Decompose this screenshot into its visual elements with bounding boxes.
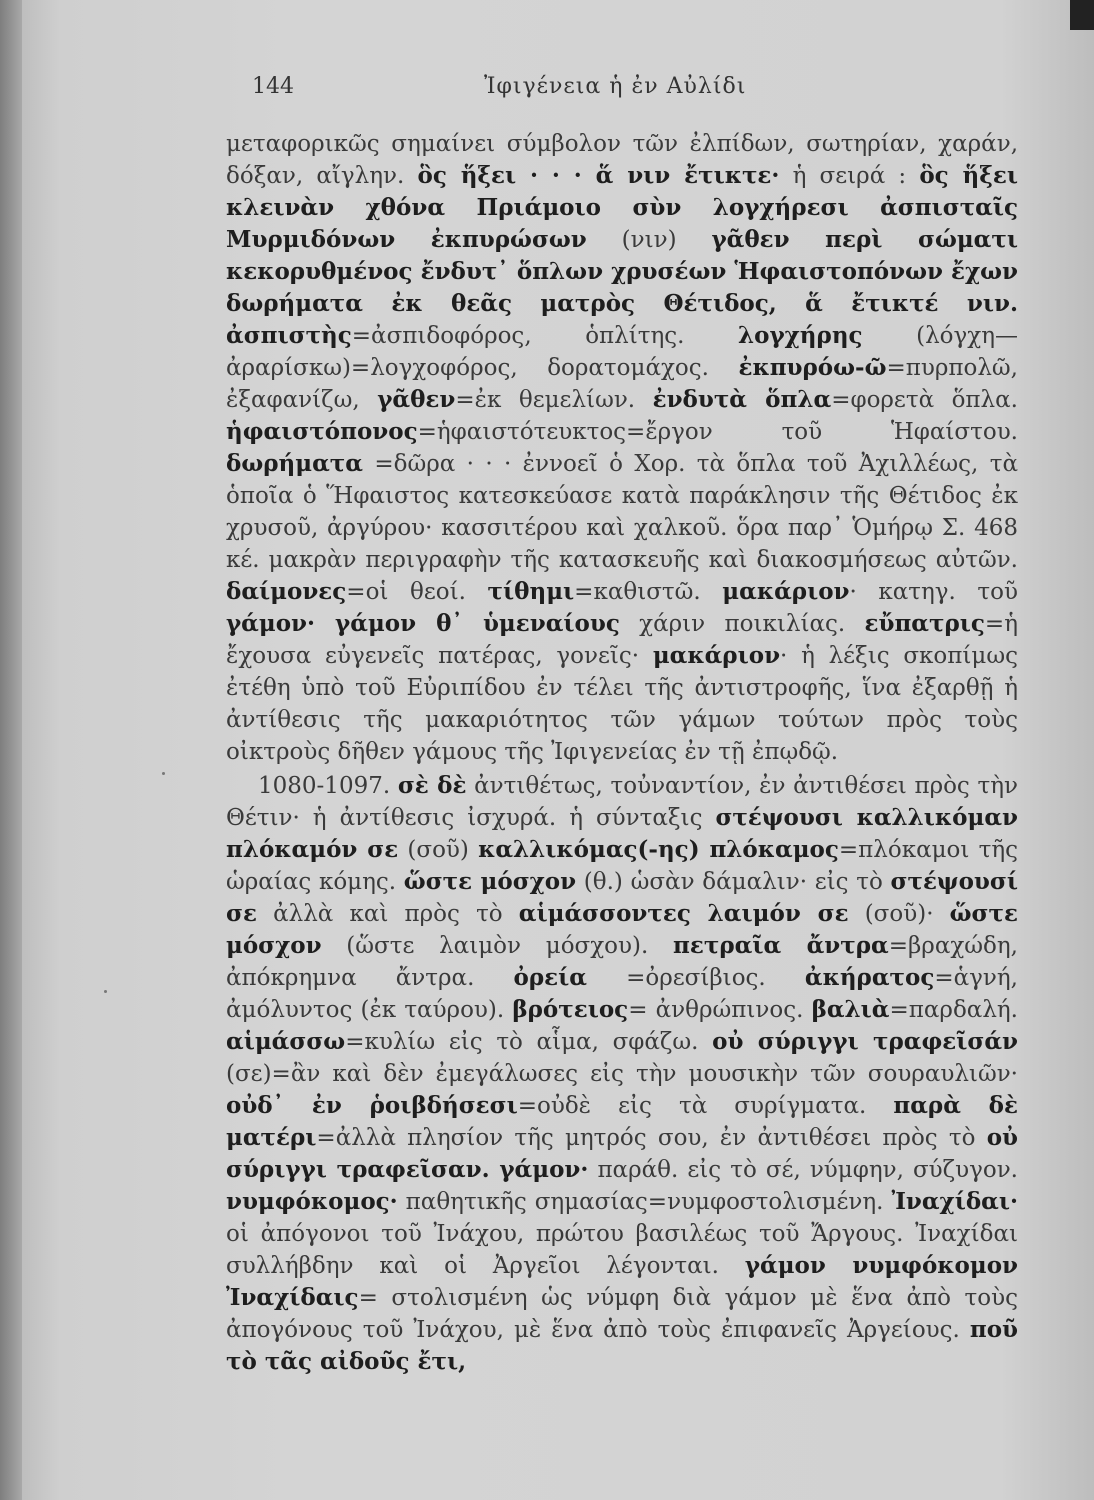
margin-speck — [162, 772, 165, 775]
commentary-paragraph-1: μεταφορικῶς σημαίνει σύμβολον τῶν ἐλπίδων, σωτηρίαν, χαράν, δόξαν, αἴγλην. ὃς ἥξει · · · ἅ νιν ἔτικτε· ἡ σειρά : ὃς ἥξει κλεινὰν χθόνα Πριάμοιο σὺν λογχήρεσι ἀσπισταῖς Μυρμιδόνων ἐκπυρώσων (νιν) γᾶθεν περὶ σώματι κεκορυθμένος ἔνδυτ᾽ ὅπλων χρυσέων Ἡφαιστοπόνων ἔχων δωρήματα ἐκ θεᾶς ματρὸς Θέτιδος, ἅ ἔτικτέ νιν. ἀσπιστὴς=ἀσπιδοφόρος, ὁπλίτης. λογχήρης (λόγχη—ἀραρίσκω)=λογχοφόρος, δορατομάχος. ἐκπυρόω-ῶ=πυρπολῶ, ἐξαφανίζω, γᾶθεν=ἐκ θεμελίων. ἐνδυτὰ ὅπλα=φορετὰ ὅπλα. ἡφαιστόπονος=ἡφαιστότευκτος=ἔργον τοῦ Ἡφαίστου. δωρήματα =δῶρα · · · ἐννοεῖ ὁ Χορ. τὰ ὅπλα τοῦ Ἀχιλλέως, τὰ ὁποῖα ὁ Ἥφαιστος κατεσκεύασε κατὰ παράκλησιν τῆς Θέτιδος ἐκ χρυσοῦ, ἀργύρου· κασσιτέρου καὶ χαλκοῦ. ὅρα παρ᾽ Ὁμήρῳ Σ. 468 κέ. μακρὰν περιγραφὴν τῆς κατασκευῆς καὶ διακοσμήσεως αὐτῶν. δαίμονες=οἱ θεοί. τίθημι=καθιστῶ. μακάριον· κατηγ. τοῦ γάμον· γάμον θ᾽ ὑμεναίους χάριν ποικιλίας. εὔπατρις=ἡ ἔχουσα εὐγενεῖς πατέρας, γονεῖς· μακάριον· ἡ λέξις σκοπίμως ἐτέθη ὑπὸ τοῦ Εὐριπίδου ἐν τέλει τῆς ἀντιστροφῆς, ἵνα ἐξαρθῇ ἡ ἀντίθεσις τῆς μακαριότητος τῶν γάμων τούτων πρὸς τοὺς οἰκτροὺς δῆθεν γάμους τῆς Ἰφιγενείας ἐν τῇ ἐπῳδῷ. — [226, 131, 1018, 765]
page-binding-edge — [0, 0, 22, 1500]
margin-speck — [104, 990, 107, 993]
page-corner-shadow — [1070, 0, 1094, 30]
page-header — [252, 74, 1012, 104]
commentary-paragraph-2: 1080-1097. σὲ δὲ ἀντιθέτως, τοὐναντίον, ἐν ἀντιθέσει πρὸς τὴν Θέτιν· ἡ ἀντίθεσις ἰσχυρά. ἡ σύνταξις στέψουσι καλλικόμαν πλόκαμόν σε (σοῦ) καλλικόμας(-ης) πλόκαμος=πλόκαμοι τῆς ὡραίας κόμης. ὥστε μόσχον (θ.) ὡσὰν δάμαλιν· εἰς τὸ στέψουσί σε ἀλλὰ καὶ πρὸς τὸ αἱμάσσοντες λαιμόν σε (σοῦ)· ὥστε μόσχον (ὥστε λαιμὸν μόσχου). πετραῖα ἄντρα=βραχώδη, ἀπόκρημνα ἄντρα. ὀρεία =ὀρεσίβιος. ἀκήρατος=ἁγνή, ἀμόλυντος (ἐκ ταύρου). βρότειος= ἀνθρώπινος. βαλιὰ=παρδαλή. αἱμάσσω=κυλίω εἰς τὸ αἷμα, σφάζω. οὐ σύριγγι τραφεῖσάν (σε)=ἂν καὶ δὲν ἐμεγάλωσες εἰς τὴν μουσικὴν τῶν σουραυλιῶν· οὐδ᾽ ἐν ῥοιβδήσεσι=οὐδὲ εἰς τὰ συρίγματα. παρὰ δὲ ματέρι=ἀλλὰ πλησίον τῆς μητρός σου, ἐν ἀντιθέσει πρὸς τὸ οὐ σύριγγι τραφεῖσαν. γάμον· παράθ. εἰς τὸ σέ, νύμφην, σύζυγον. νυμφόκομος· παθητικῆς σημασίας=νυμφοστολισμένη. Ἰναχίδαι· οἱ ἀπόγονοι τοῦ Ἰνάχου, πρώτου βασιλέως τοῦ Ἄργους. Ἰναχίδαι συλλήβδην καὶ οἱ Ἀργεῖοι λέγονται. γάμον νυμφόκομον Ἰναχίδαις= στολισμένη ὡς νύμφη διὰ γάμον μὲ ἕνα ἀπὸ τοὺς ἀπογόνους τοῦ Ἰνάχου, μὲ ἕνα ἀπὸ τοὺς ἐπιφανεῖς Ἀργείους. ποῦ τὸ τᾶς αἰδοῦς ἔτι, — [226, 772, 1019, 1375]
page-number: 144 — [252, 74, 294, 99]
running-title: Ἰφιγένεια ἡ ἐν Αὐλίδι — [484, 74, 747, 99]
